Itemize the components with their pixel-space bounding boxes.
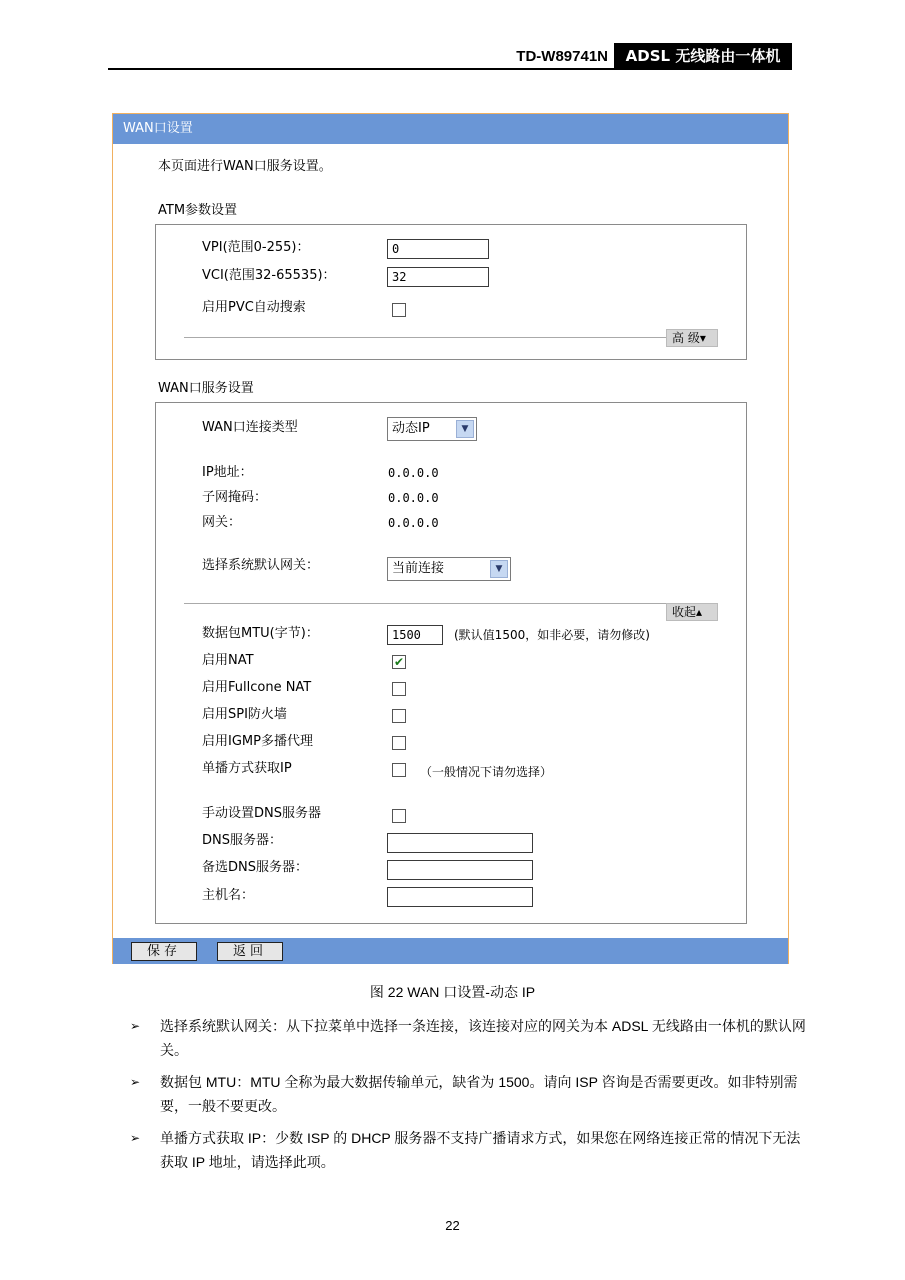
unicast-ip-checkbox[interactable] bbox=[392, 763, 406, 777]
default-gateway-label: 选择系统默认网关： bbox=[202, 558, 320, 573]
vpi-label: VPI(范围0-255)： bbox=[202, 240, 310, 255]
wan-section-title: WAN口服务设置 bbox=[158, 381, 254, 396]
subnet-mask-value: 0.0.0.0 bbox=[388, 491, 439, 505]
chevron-down-icon: ▼ bbox=[490, 560, 508, 578]
nat-checkbox[interactable]: ✔ bbox=[393, 655, 405, 669]
header-rule bbox=[108, 68, 792, 70]
hostname-input[interactable] bbox=[387, 887, 533, 907]
pvc-auto-search-checkbox[interactable] bbox=[392, 303, 406, 317]
vci-input[interactable]: 32 bbox=[387, 267, 489, 287]
panel-title: WAN口设置 bbox=[113, 114, 788, 144]
pvc-auto-search-label: 启用PVC自动搜索 bbox=[202, 300, 306, 315]
fullcone-nat-label: 启用Fullcone NAT bbox=[202, 680, 312, 695]
manual-dns-label: 手动设置DNS服务器 bbox=[202, 806, 321, 821]
save-button[interactable]: 保存 bbox=[131, 942, 197, 961]
bullet-text: 选择系统默认网关：从下拉菜单中选择一条连接，该连接对应的网关为本 ADSL 无线路由一体机的默认网关。 bbox=[160, 1018, 806, 1058]
bullet-unicast-ip bbox=[130, 1126, 810, 1174]
conn-type-label: WAN口连接类型 bbox=[202, 420, 298, 435]
bullet-arrow-icon: ➢ bbox=[130, 1075, 141, 1089]
mtu-input[interactable]: 1500 bbox=[387, 625, 443, 645]
igmp-proxy-checkbox[interactable] bbox=[392, 736, 406, 750]
dns-server-label: DNS服务器： bbox=[202, 833, 282, 848]
atm-section-box bbox=[155, 224, 747, 360]
bullet-default-gateway bbox=[130, 1014, 810, 1062]
ip-address-label: IP地址： bbox=[202, 465, 253, 480]
hostname-label: 主机名： bbox=[202, 888, 255, 903]
wan-settings-panel bbox=[112, 113, 789, 964]
bullet-text: 单播方式获取 IP：少数 ISP 的 DHCP 服务器不支持广播请求方式，如果您在网络连接正常的情况下无法获取 IP 地址，请选择此项。 bbox=[160, 1130, 801, 1170]
alt-dns-server-input[interactable] bbox=[387, 860, 533, 880]
mtu-hint: (默认值1500，如非必要，请勿修改) bbox=[454, 628, 650, 642]
back-button[interactable]: 返回 bbox=[217, 942, 283, 961]
fullcone-nat-checkbox[interactable] bbox=[392, 682, 406, 696]
unicast-ip-label: 单播方式获取IP bbox=[202, 761, 292, 776]
conn-type-value: 动态IP bbox=[392, 421, 430, 436]
mtu-label: 数据包MTU(字节)： bbox=[202, 626, 319, 641]
atm-divider bbox=[184, 337, 716, 338]
gateway-value: 0.0.0.0 bbox=[388, 516, 439, 530]
gateway-label: 网关： bbox=[202, 515, 242, 530]
button-bar bbox=[113, 938, 788, 964]
wan-divider bbox=[184, 603, 716, 604]
figure-caption: 图 22 WAN 口设置-动态 IP bbox=[369, 984, 536, 1000]
chevron-down-icon: ▼ bbox=[456, 420, 474, 438]
vpi-input[interactable]: 0 bbox=[387, 239, 489, 259]
subnet-mask-label: 子网掩码： bbox=[202, 490, 268, 505]
vci-label: VCI(范围32-65535)： bbox=[202, 268, 336, 283]
collapse-toggle-button[interactable]: 收起▴ bbox=[666, 603, 718, 621]
page-number: 22 bbox=[445, 1218, 460, 1233]
intro-text: 本页面进行WAN口服务设置。 bbox=[158, 159, 332, 174]
spi-firewall-checkbox[interactable] bbox=[392, 709, 406, 723]
atm-section-title: ATM参数设置 bbox=[158, 203, 238, 218]
ip-address-value: 0.0.0.0 bbox=[388, 466, 439, 480]
wan-section-box bbox=[155, 402, 747, 924]
bullet-arrow-icon: ➢ bbox=[130, 1131, 141, 1145]
default-gateway-select[interactable] bbox=[387, 557, 511, 581]
header-product: ADSL 无线路由一体机 bbox=[614, 43, 792, 69]
header-model: TD-W89741N bbox=[516, 48, 608, 65]
conn-type-select[interactable] bbox=[387, 417, 477, 441]
unicast-ip-hint: （一般情况下请勿选择） bbox=[420, 765, 553, 779]
default-gateway-value: 当前连接 bbox=[392, 561, 445, 576]
spi-firewall-label: 启用SPI防火墙 bbox=[202, 707, 287, 722]
bullet-text: 数据包 MTU：MTU 全称为最大数据传输单元，缺省为 1500。请向 ISP 咨询是否需要更改。如非特别需要，一般不要更改。 bbox=[160, 1074, 798, 1114]
bullet-mtu bbox=[130, 1070, 810, 1118]
nat-label: 启用NAT bbox=[202, 653, 254, 668]
dns-server-input[interactable] bbox=[387, 833, 533, 853]
bullet-arrow-icon: ➢ bbox=[130, 1019, 141, 1033]
advanced-toggle-button[interactable]: 高 级▾ bbox=[666, 329, 718, 347]
igmp-proxy-label: 启用IGMP多播代理 bbox=[202, 734, 313, 749]
manual-dns-checkbox[interactable] bbox=[392, 809, 406, 823]
alt-dns-server-label: 备选DNS服务器： bbox=[202, 860, 308, 875]
